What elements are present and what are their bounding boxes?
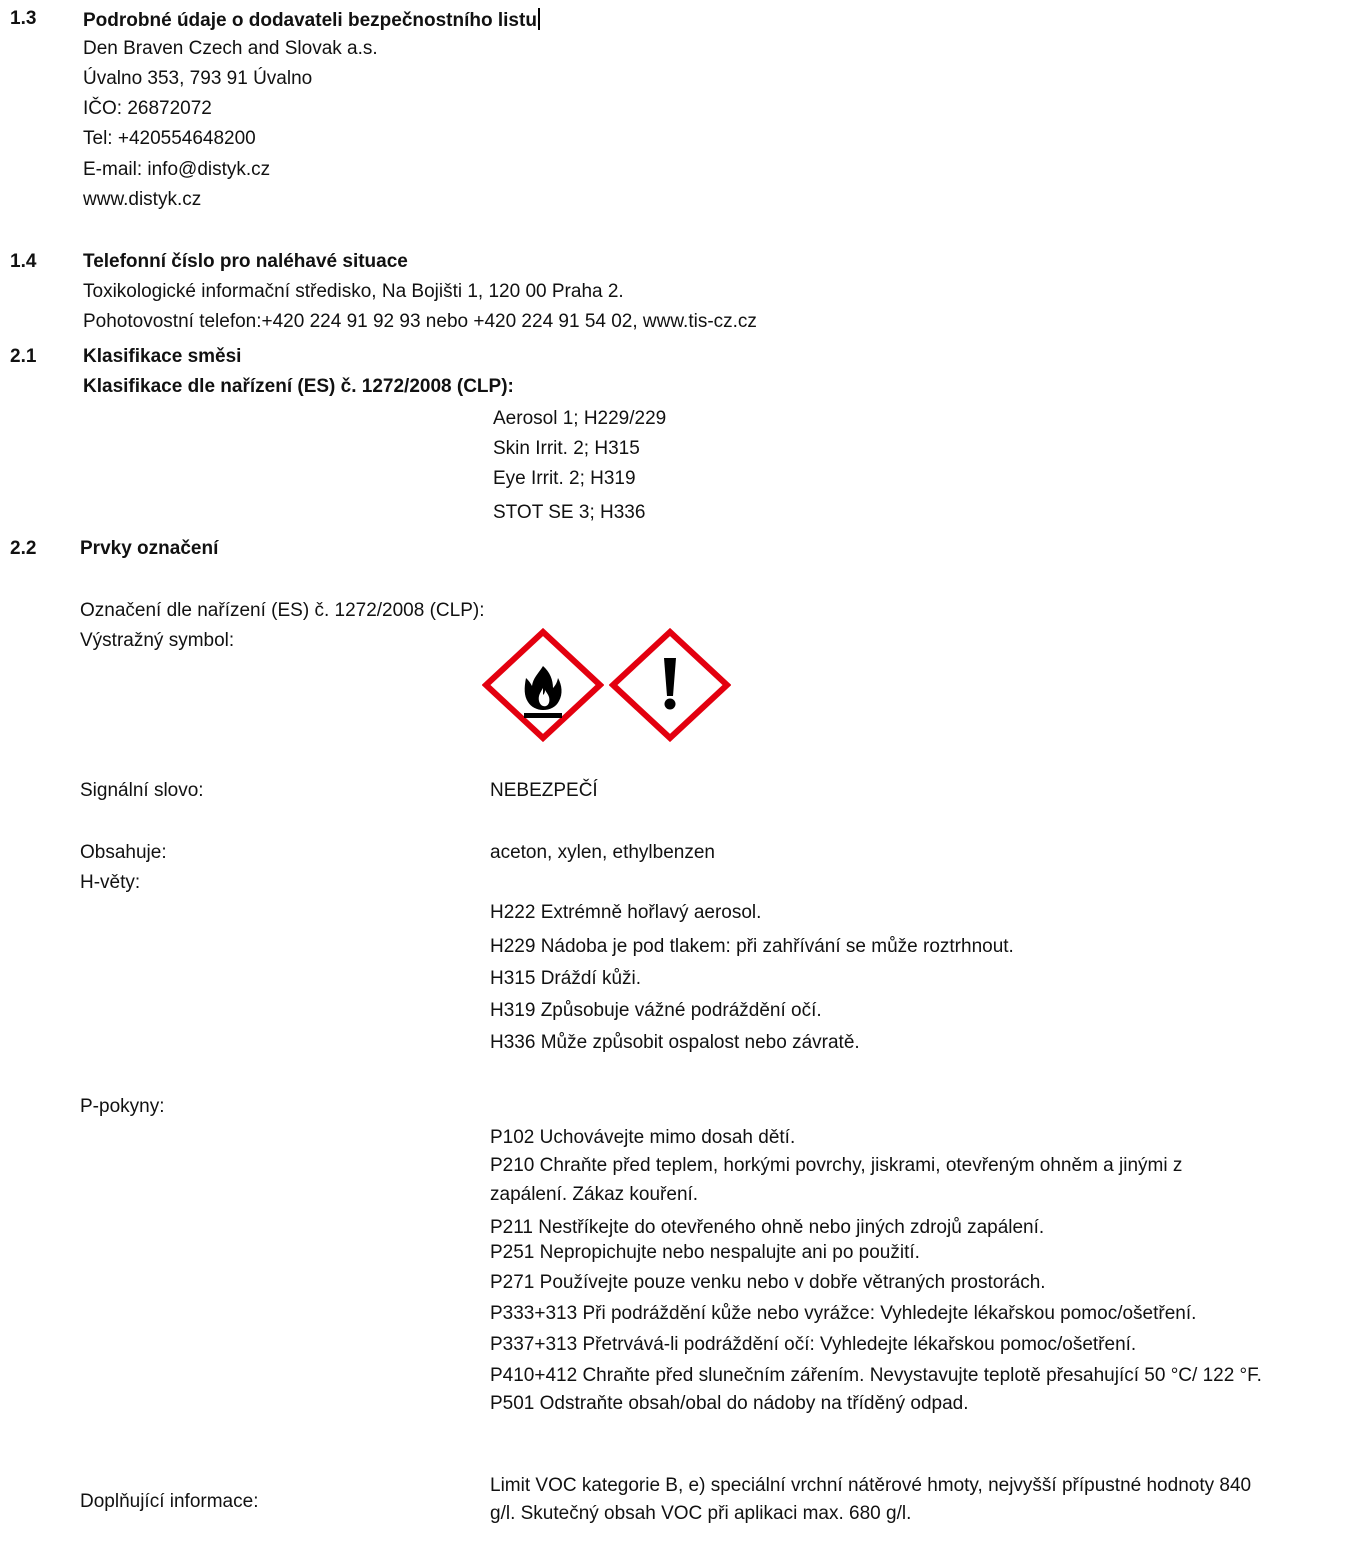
classification-subtitle: Klasifikace dle nařízení (ES) č. 1272/2008 (CLP): [83, 376, 514, 397]
section-number-1-3: 1.3 [10, 8, 37, 29]
section-number-2-1: 2.1 [10, 346, 37, 367]
additional-info-line: Limit VOC kategorie B, e) speciální vrchní nátěrové hmoty, nejvyšší přípustné hodnoty 840 [490, 1475, 1252, 1496]
label-hazard-symbol: Výstražný symbol: [80, 630, 235, 651]
supplier-address: Úvalno 353, 793 91 Úvalno [83, 68, 313, 89]
supplier-phone: Tel: +420554648200 [83, 128, 256, 149]
supplier-company: Den Braven Czech and Slovak a.s. [83, 38, 378, 59]
section-title-supplier-text: Podrobné údaje o dodavateli bezpečnostního listu [83, 10, 537, 31]
label-h-statements: H-věty: [80, 872, 141, 893]
p-statement: P211 Nestříkejte do otevřeného ohně nebo jiných zdrojů zapálení. [490, 1217, 1045, 1238]
section-title-label-elements: Prvky označení [80, 538, 219, 559]
p-statement: P410+412 Chraňte před slunečním zářením. Nevystavujte teplotě přesahující 50 °C/ 122 °F. [490, 1365, 1262, 1386]
supplier-email[interactable]: E-mail: info@distyk.cz [83, 159, 271, 180]
p-statement: P251 Nepropichujte nebo nespalujte ani po použití. [490, 1242, 920, 1263]
label-contains: Obsahuje: [80, 842, 167, 863]
p-statement: P333+313 Při podráždění kůže nebo vyrážce: Vyhledejte lékařskou pomoc/ošetření. [490, 1303, 1197, 1324]
h-statement: H319 Způsobuje vážné podráždění očí. [490, 1000, 822, 1021]
h-statement: H315 Dráždí kůži. [490, 968, 642, 989]
p-statement-continuation: zapálení. Zákaz kouření. [490, 1184, 699, 1205]
h-statement: H229 Nádoba je pod tlakem: při zahřívání se může roztrhnout. [490, 936, 1014, 957]
label-clp: Označení dle nařízení (ES) č. 1272/2008 (CLP): [80, 600, 485, 621]
p-statement: P102 Uchovávejte mimo dosah dětí. [490, 1127, 796, 1148]
exclamation-mark-icon [609, 628, 731, 742]
contains-value: aceton, xylen, ethylbenzen [490, 842, 715, 863]
h-statement: H336 Může způsobit ospalost nebo závratě. [490, 1032, 860, 1053]
label-additional-info: Doplňující informace: [80, 1491, 259, 1512]
classification-item: Skin Irrit. 2; H315 [493, 438, 640, 459]
supplier-ico: IČO: 26872072 [83, 98, 212, 119]
p-statement: P337+313 Přetrvává-li podráždění očí: Vyhledejte lékařskou pomoc/ošetření. [490, 1334, 1137, 1355]
additional-info-line: g/l. Skutečný obsah VOC při aplikaci max. 680 g/l. [490, 1503, 912, 1524]
classification-item: STOT SE 3; H336 [493, 502, 646, 523]
flame-icon [482, 628, 604, 742]
section-title-supplier [83, 8, 540, 33]
text-cursor [538, 8, 540, 30]
section-title-classification: Klasifikace směsi [83, 346, 242, 367]
h-statement: H222 Extrémně hořlavý aerosol. [490, 902, 762, 923]
classification-item: Aerosol 1; H229/229 [493, 408, 667, 429]
label-p-statements: P-pokyny: [80, 1096, 165, 1117]
p-statement: P271 Používejte pouze venku nebo v dobře větraných prostorách. [490, 1272, 1046, 1293]
p-statement: P501 Odstraňte obsah/obal do nádoby na tříděný odpad. [490, 1393, 969, 1414]
supplier-website[interactable]: www.distyk.cz [83, 189, 202, 210]
label-signal-word: Signální slovo: [80, 780, 204, 801]
signal-word-value: NEBEZPEČÍ [490, 780, 598, 801]
emergency-phone: Pohotovostní telefon:+420 224 91 92 93 nebo +420 224 91 54 02, www.tis-cz.cz [83, 311, 757, 332]
section-number-1-4: 1.4 [10, 251, 37, 272]
section-number-2-2: 2.2 [10, 538, 37, 559]
classification-item: Eye Irrit. 2; H319 [493, 468, 636, 489]
section-title-emergency: Telefonní číslo pro naléhavé situace [83, 251, 408, 272]
emergency-center: Toxikologické informační středisko, Na Bojišti 1, 120 00 Praha 2. [83, 281, 624, 302]
p-statement: P210 Chraňte před teplem, horkými povrchy, jiskrami, otevřeným ohněm a jinými z [490, 1155, 1183, 1176]
